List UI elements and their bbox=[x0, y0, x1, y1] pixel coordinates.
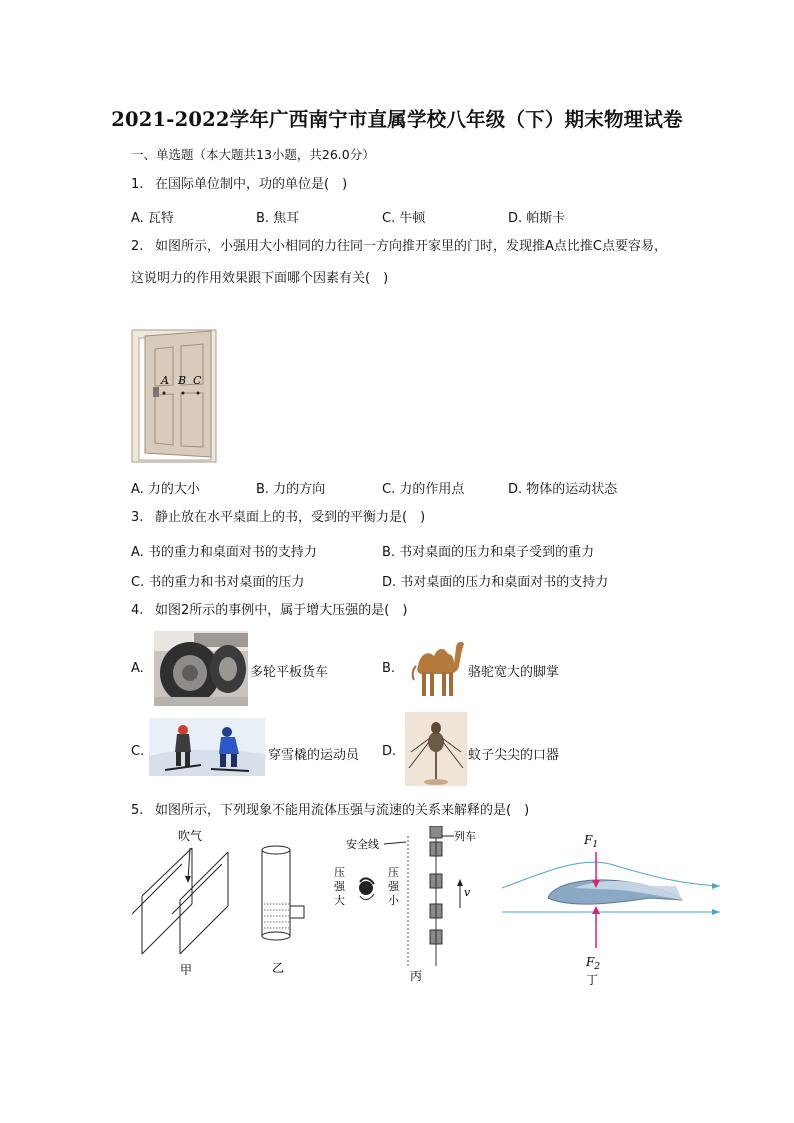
option-d: D. 帕斯卡 bbox=[508, 211, 566, 226]
option-c: C. 牛顿 bbox=[382, 211, 426, 226]
force-f1-label: $F_1$ bbox=[584, 833, 599, 850]
mosquito-image bbox=[405, 712, 467, 786]
option-a: A. 力的大小 bbox=[131, 482, 200, 497]
option-c-caption: 穿雪橇的运动员 bbox=[268, 748, 360, 763]
force-f2-label: $F_2$ bbox=[586, 955, 601, 972]
point-a-label: A bbox=[161, 374, 169, 387]
label-yi: 乙 bbox=[272, 961, 285, 975]
pressure-small-char: 压 bbox=[388, 866, 399, 879]
label-ding: 丁 bbox=[586, 973, 599, 986]
question-number: 4. bbox=[131, 603, 144, 618]
pressure-big-char: 强 bbox=[334, 880, 345, 893]
question-number: 5. bbox=[131, 803, 144, 818]
option-c: C. 力的作用点 bbox=[382, 482, 465, 497]
truck-wheels-image bbox=[154, 631, 248, 706]
figure-yi-cylinder bbox=[256, 844, 314, 976]
option-b: B. 力的方向 bbox=[256, 482, 326, 497]
option-d-caption: 蚊子尖尖的口器 bbox=[468, 748, 560, 763]
skiers-image bbox=[149, 718, 265, 776]
question-2-line2: 这说明力的作用效果跟下面哪个因素有关( ) bbox=[131, 271, 389, 286]
question-text: 如图2所示的事例中，属于增大压强的是( ) bbox=[155, 603, 408, 618]
person-icon bbox=[359, 881, 373, 895]
page-title: 2021-2022学年广西南宁市直属学校八年级（下）期末物理试卷 bbox=[111, 108, 683, 131]
train-label: 列车 bbox=[454, 830, 476, 843]
question-text: 静止放在水平桌面上的书，受到的平衡力是( ) bbox=[155, 510, 426, 525]
label-jia: 甲 bbox=[180, 963, 193, 977]
point-c-label: C bbox=[193, 374, 202, 387]
velocity-label: v bbox=[464, 886, 471, 899]
question-text: 在国际单位制中，功的单位是( ) bbox=[155, 177, 348, 192]
label-bing: 丙 bbox=[410, 969, 423, 983]
option-b: B. 书对桌面的压力和桌子受到的重力 bbox=[382, 545, 595, 560]
question-text: 如图所示，小强用大小相同的力往同一方向推开家里的门时，发现推A点比推C点要容易， bbox=[155, 239, 667, 254]
question-2 bbox=[131, 234, 667, 259]
section-heading: 一、单选题（本大题共13小题，共26.0分） bbox=[131, 147, 375, 162]
question-4 bbox=[131, 598, 407, 623]
question-number: 2. bbox=[131, 239, 144, 254]
option-c: C. 书的重力和书对桌面的压力 bbox=[131, 575, 305, 590]
pressure-big-char: 大 bbox=[334, 894, 345, 907]
figure-bing-train bbox=[330, 826, 500, 986]
pressure-big-char: 压 bbox=[334, 866, 345, 879]
door-figure bbox=[131, 329, 217, 463]
option-d: D. 书对桌面的压力和桌面对书的支持力 bbox=[382, 575, 609, 590]
question-number: 3. bbox=[131, 510, 144, 525]
question-text: 如图所示，下列现象不能用流体压强与流速的关系来解释的是( ) bbox=[155, 803, 530, 818]
blow-label: 吹气 bbox=[178, 829, 203, 843]
camel-image bbox=[404, 630, 468, 700]
point-b-label: B bbox=[178, 374, 187, 387]
figure-ding-wing bbox=[500, 826, 722, 986]
figure-jia-papers bbox=[128, 826, 238, 986]
option-a-caption: 多轮平板货车 bbox=[250, 665, 329, 680]
pressure-small-char: 小 bbox=[388, 894, 399, 907]
option-b-letter: B. bbox=[382, 661, 396, 676]
option-d-letter: D. bbox=[382, 744, 397, 759]
option-d: D. 物体的运动状态 bbox=[508, 482, 618, 497]
option-a: A. 瓦特 bbox=[131, 211, 174, 226]
question-3 bbox=[131, 505, 425, 530]
option-c-letter: C. bbox=[131, 744, 145, 759]
door-handle bbox=[153, 387, 159, 397]
pressure-small-char: 强 bbox=[388, 880, 399, 893]
option-b: B. 焦耳 bbox=[256, 211, 300, 226]
option-a: A. 书的重力和桌面对书的支持力 bbox=[131, 545, 317, 560]
question-5 bbox=[131, 798, 529, 823]
option-a-letter: A. bbox=[131, 661, 144, 676]
safety-line-label: 安全线 bbox=[346, 838, 379, 851]
option-b-caption: 骆驼宽大的脚掌 bbox=[468, 665, 560, 680]
question-1 bbox=[131, 172, 347, 197]
question-number: 1. bbox=[131, 177, 144, 192]
